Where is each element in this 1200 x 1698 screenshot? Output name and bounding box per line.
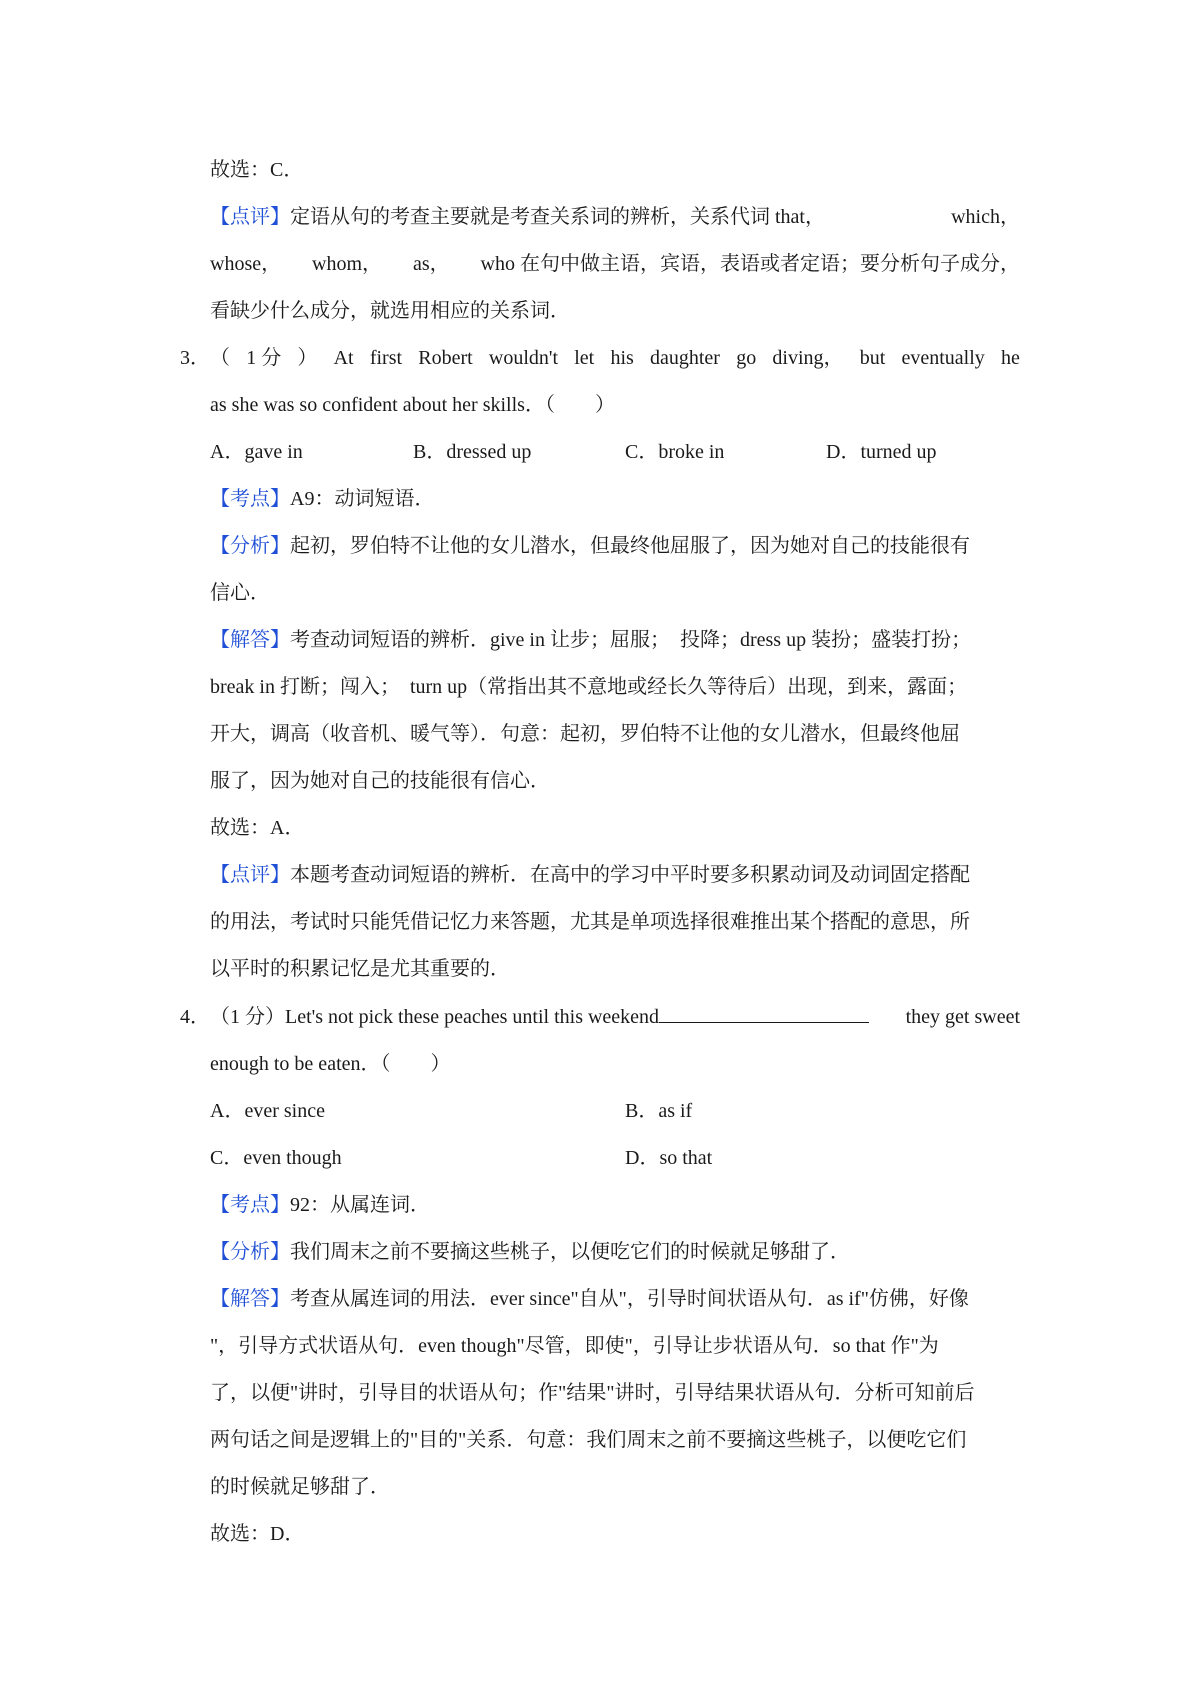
stem-word: eventually — [901, 347, 985, 369]
stem-text-part: （1 分）Let's not pick these peaches until this weekend — [210, 1006, 660, 1028]
stem-word: his — [610, 347, 634, 369]
option-b[interactable]: B．as if — [625, 1100, 693, 1122]
point-text: A9：动词短语． — [290, 488, 435, 510]
comment-text-part: 定语从句的考查主要就是考查关系词的辨析，关系代词 that， — [290, 206, 825, 228]
comment-line — [210, 203, 1020, 231]
comment-tag: 【点评】 — [210, 206, 290, 228]
analysis-line — [210, 1238, 1020, 1266]
stem-text-part: they get sweet — [905, 1006, 1020, 1028]
solution-line: 两句话之间是逻辑上的"目的"关系．句意：我们周末之前不要摘这些桃子，以便吃它们 — [210, 1429, 967, 1451]
answer-line: 故选：D． — [210, 1523, 305, 1545]
solution-line — [210, 1285, 1020, 1313]
option-b[interactable]: B．dressed up — [413, 441, 532, 463]
question-number: 3． — [180, 347, 210, 369]
comment-text: 本题考查动词短语的辨析．在高中的学习中平时要多积累动词及动词固定搭配 — [290, 864, 970, 886]
point-line — [210, 1191, 1020, 1219]
solution-line: "，引导方式状语从句．even though"尽管，即使"，引导让步状语从句．so that 作"为 — [210, 1335, 939, 1357]
solution-text: 考查动词短语的辨析．give in 让步；屈服； 投降；dress up 装扮；盛装打扮； — [290, 629, 972, 651]
answer-line: 故选：A． — [210, 817, 305, 839]
comment-text-part: which， — [951, 206, 1020, 228]
option-a[interactable]: A．gave in — [210, 441, 303, 463]
stem-word: but — [859, 347, 886, 369]
stem-word: let — [574, 347, 595, 369]
option-c[interactable]: C．even though — [210, 1147, 342, 1169]
solution-line — [210, 626, 1020, 654]
solution-tag: 【解答】 — [210, 629, 290, 651]
solution-text: 考查从属连词的用法．ever since"自从"，引导时间状语从句．as if"仿佛，好像 — [290, 1288, 969, 1310]
solution-line: 的时候就足够甜了． — [210, 1476, 390, 1498]
stem-word: daughter — [650, 347, 720, 369]
stem-word: Robert — [418, 347, 473, 369]
analysis-tag: 【分析】 — [210, 535, 290, 557]
stem-word: he — [1001, 347, 1020, 369]
comment-tag: 【点评】 — [210, 864, 290, 886]
answer-blank — [659, 1004, 869, 1023]
stem-word: 1 分 — [246, 347, 282, 369]
question-number: 4． — [180, 1006, 210, 1028]
comment-word: as， — [412, 253, 450, 275]
solution-line: break in 打断；闯入； turn up（常指出其不意地或经长久等待后）出现，到来，露面； — [210, 676, 968, 698]
point-text: 92：从属连词． — [290, 1194, 430, 1216]
comment-word: who 在句中做主语，宾语，表语或者定语；要分析句子成分， — [480, 253, 1020, 275]
analysis-line: 信心． — [210, 582, 270, 604]
comment-word: whose， — [210, 253, 282, 275]
stem-word: first — [369, 347, 403, 369]
stem-word: go — [736, 347, 757, 369]
comment-line: 看缺少什么成分，就选用相应的关系词． — [210, 300, 570, 322]
question-stem — [210, 344, 1020, 372]
question-stem-line2: as she was so confident about her skills．（ ） — [210, 394, 615, 416]
option-d[interactable]: D．turned up — [826, 441, 937, 463]
point-tag: 【考点】 — [210, 488, 290, 510]
solution-line: 服了，因为她对自己的技能很有信心． — [210, 770, 550, 792]
analysis-line — [210, 532, 1020, 560]
comment-word: whom， — [312, 253, 383, 275]
answer-line: 故选：C． — [210, 159, 304, 181]
option-d[interactable]: D．so that — [625, 1147, 713, 1169]
point-line — [210, 485, 1020, 513]
analysis-tag: 【分析】 — [210, 1241, 290, 1263]
stem-text — [210, 1003, 869, 1031]
comment-line: 以平时的积累记忆是尤其重要的． — [210, 958, 510, 980]
stem-word: diving， — [772, 347, 844, 369]
comment-line — [210, 250, 1020, 278]
solution-line: 了，以便"讲时，引导目的状语从句；作"结果"讲时，引导结果状语从句．分析可知前后 — [210, 1382, 975, 1404]
comment-line — [210, 861, 1020, 889]
question-stem — [210, 1003, 1020, 1031]
stem-word: ） — [297, 347, 318, 369]
solution-line: 开大，调高（收音机、暖气等）．句意：起初，罗伯特不让他的女儿潜水，但最终他屈 — [210, 723, 960, 745]
stem-word: （ — [210, 347, 230, 369]
analysis-text: 起初，罗伯特不让他的女儿潜水，但最终他屈服了，因为她对自己的技能很有 — [290, 535, 970, 557]
stem-word: wouldn't — [488, 347, 559, 369]
comment-text — [210, 203, 825, 231]
stem-word: At — [333, 347, 354, 369]
analysis-text: 我们周末之前不要摘这些桃子，以便吃它们的时候就足够甜了． — [290, 1241, 850, 1263]
option-a[interactable]: A．ever since — [210, 1100, 325, 1122]
solution-tag: 【解答】 — [210, 1288, 290, 1310]
option-c[interactable]: C．broke in — [625, 441, 725, 463]
question-stem-line2: enough to be eaten．（ ） — [210, 1053, 451, 1075]
comment-line: 的用法，考试时只能凭借记忆力来答题，尤其是单项选择很难推出某个搭配的意思，所 — [210, 911, 970, 933]
point-tag: 【考点】 — [210, 1194, 290, 1216]
